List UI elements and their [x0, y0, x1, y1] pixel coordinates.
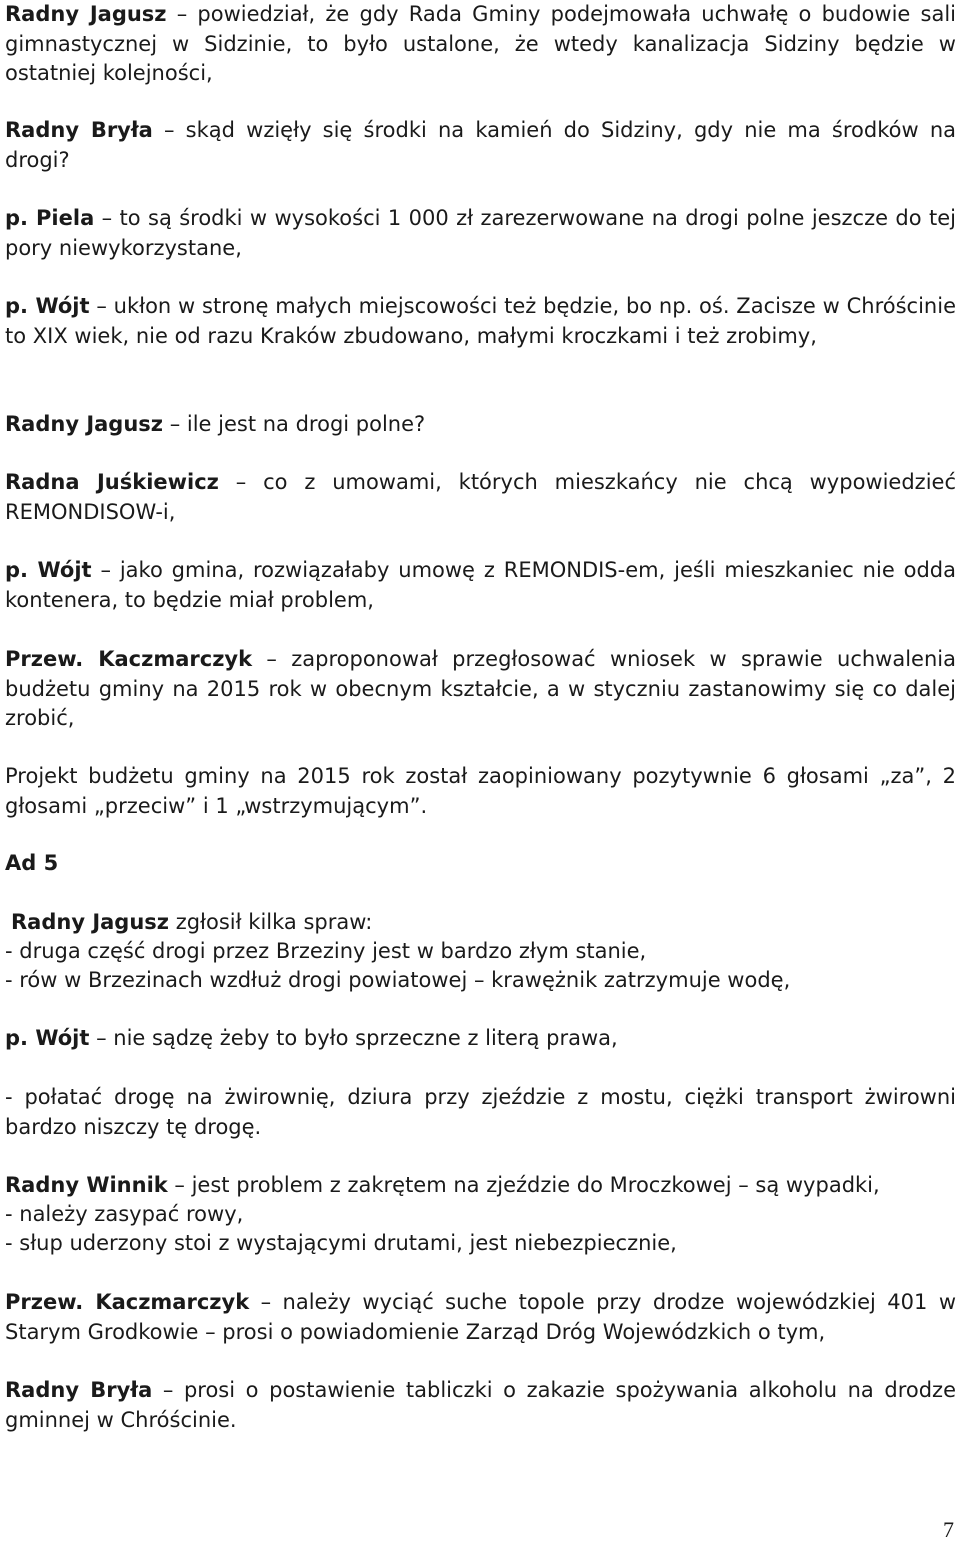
statement: – zaproponował przegłosować wniosek w sprawie uchwalenia budżetu gminy na 2015 rok w obecnym kształcie, a w styczniu zastanowimy się co dalej zrobić, [5, 647, 956, 730]
paragraph-jagusz-1 [5, 0, 956, 89]
list-item: - druga część drogi przez Brzeziny jest w bardzo złym stanie, [5, 939, 647, 963]
statement: – nie sądzę żeby to było sprzeczne z literą prawa, [89, 1026, 618, 1050]
speaker: Przew. Kaczmarczyk [5, 647, 253, 671]
speaker: Radny Jagusz [5, 412, 164, 436]
speaker: p. Wójt [5, 558, 92, 582]
list-item: - należy zasypać rowy, [5, 1202, 244, 1226]
paragraph-kaczmarczyk-1 [5, 645, 956, 734]
paragraph-ad5-intro [11, 908, 956, 938]
speaker: p. Piela [5, 206, 95, 230]
statement: – ile jest na drogi polne? [163, 412, 426, 436]
paragraph-bryla-2 [5, 1376, 956, 1435]
statement: zgłosił kilka spraw: [169, 910, 373, 934]
list-item: - połatać drogę na żwirownię, dziura przy zjeździe z mostu, ciężki transport żwirowni bardzo niszczy tę drogę. [5, 1085, 956, 1139]
speaker: Radny Jagusz [5, 2, 167, 26]
paragraph-wojt-3 [5, 1024, 956, 1054]
paragraph-wojt-2 [5, 556, 956, 615]
paragraph-jagusz-2 [5, 410, 956, 440]
statement: – należy wyciąć suche topole przy drodze wojewódzkiej 401 w Starym Grodkowie – prosi o powiadomienie Zarząd Dróg Wojewódzkich o tym, [5, 1290, 956, 1344]
statement: – jest problem z zakrętem na zjeździe do Mroczkowej – są wypadki, [167, 1173, 880, 1197]
speaker: Radny Bryła [5, 118, 153, 142]
statement: – powiedział, że gdy Rada Gminy podejmowała uchwałę o budowie sali gimnastycznej w Sidzinie, to było ustalone, że wtedy kanalizacja Sidziny będzie w ostatniej kolejności, [5, 2, 957, 85]
speaker: Radny Bryła [5, 1378, 153, 1402]
paragraph-bryla-1 [5, 116, 956, 175]
statement: – co z umowami, których mieszkańcy nie chcą wypowiedzieć REMONDISOW-i, [5, 470, 956, 524]
paragraph-wojt-1 [5, 292, 956, 351]
paragraph-winnik [5, 1171, 956, 1201]
section-heading: Ad 5 [5, 851, 59, 875]
statement: – prosi o postawienie tabliczki o zakazie spożywania alkoholu na drodze gminnej w Chróścinie. [5, 1378, 957, 1432]
speaker: p. Wójt [5, 294, 90, 318]
statement: – skąd wzięły się środki na kamień do Sidziny, gdy nie ma środków na drogi? [5, 118, 956, 172]
statement: Projekt budżetu gminy na 2015 rok został zaopiniowany pozytywnie 6 głosami „za”, 2 głosami „przeciw” i 1 „wstrzymującym”. [5, 764, 956, 818]
speaker: Radny Winnik [5, 1173, 168, 1197]
speaker: Przew. Kaczmarczyk [5, 1290, 250, 1314]
speaker: Radna Juśkiewicz [5, 470, 219, 494]
paragraph-piela [5, 204, 956, 263]
statement: – to są środki w wysokości 1 000 zł zarezerwowane na drogi polne jeszcze do tej pory niewykorzystane, [5, 206, 956, 260]
paragraph-kaczmarczyk-2 [5, 1288, 956, 1347]
list-item: - rów w Brzezinach wzdłuż drogi powiatowej – krawężnik zatrzymuje wodę, [5, 968, 791, 992]
list-item: - słup uderzony stoi z wystającymi drutami, jest niebezpiecznie, [5, 1231, 677, 1255]
paragraph-juskiewicz [5, 468, 956, 527]
speaker: p. Wójt [5, 1026, 90, 1050]
paragraph-vote-result [5, 762, 956, 821]
page-number: 7 [943, 1517, 954, 1542]
statement: – ukłon w stronę małych miejscowości też będzie, bo np. oś. Zacisze w Chróścinie to XIX wiek, nie od razu Kraków zbudowano, małymi kroczkami i też zrobimy, [5, 294, 956, 348]
statement: – jako gmina, rozwiązałaby umowę z REMONDIS-em, jeśli mieszkaniec nie odda kontenera, to będzie miał problem, [5, 558, 956, 612]
speaker: Radny Jagusz [11, 910, 170, 934]
